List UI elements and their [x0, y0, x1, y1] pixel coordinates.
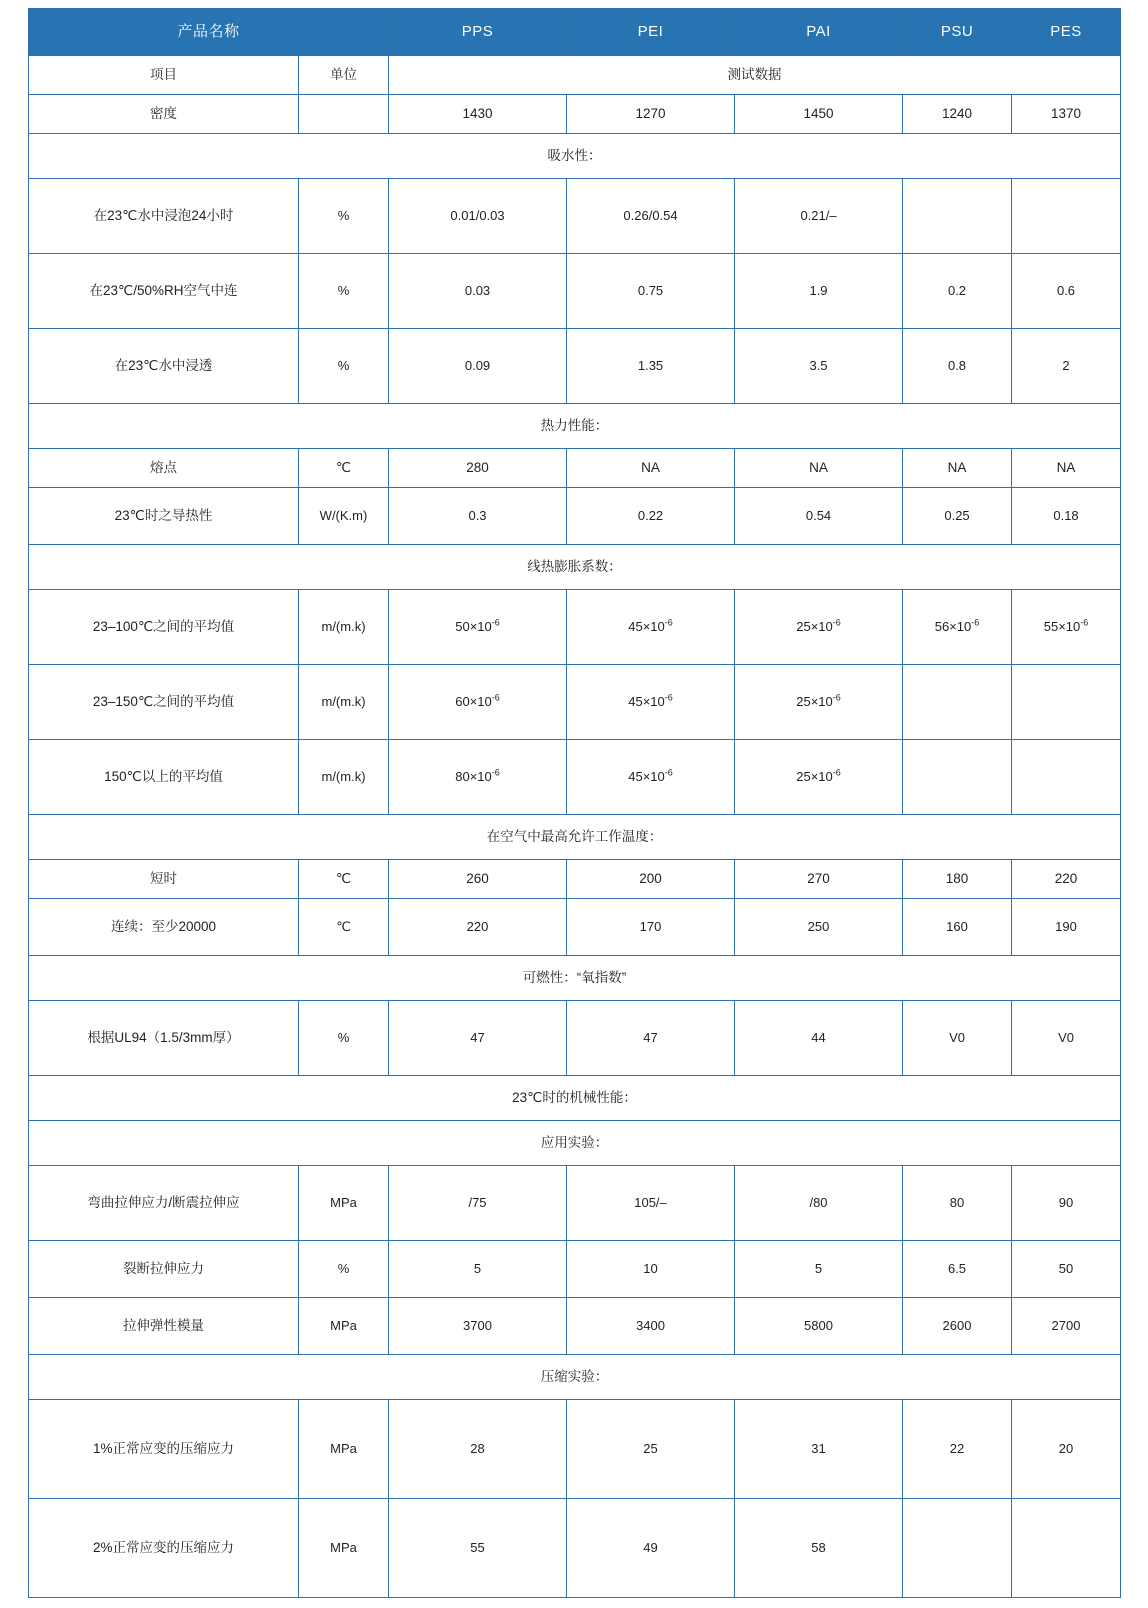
- cell-pei: 49: [567, 1499, 735, 1598]
- section-row: [29, 404, 1121, 449]
- cell-psu: 22: [903, 1400, 1012, 1499]
- row-unit: ℃: [299, 449, 389, 488]
- table-row: [29, 488, 1121, 545]
- row-property-name: 23–100℃之间的平均值: [29, 590, 299, 665]
- cell-pei: $45\times 10^{-6}$: [567, 590, 735, 665]
- subheader-testdata: 测试数据: [389, 56, 1121, 95]
- row-property-name: 裂断拉伸应力: [29, 1241, 299, 1298]
- cell-pai: 0.54: [735, 488, 903, 545]
- cell-pps: 0.03: [389, 254, 567, 329]
- table-row: [29, 590, 1121, 665]
- row-unit: m/(m.k): [299, 740, 389, 815]
- section-label: 应用实验：: [29, 1121, 1121, 1166]
- row-unit: MPa: [299, 1400, 389, 1499]
- cell-pei: 1.35: [567, 329, 735, 404]
- row-property-name: 弯曲拉伸应力/断震拉伸应: [29, 1166, 299, 1241]
- cell-pes: NA: [1012, 449, 1121, 488]
- cell-pps: 5: [389, 1241, 567, 1298]
- table-row: [29, 95, 1121, 134]
- cell-pei: 10: [567, 1241, 735, 1298]
- table-row: [29, 1166, 1121, 1241]
- cell-pei: 47: [567, 1001, 735, 1076]
- material-properties-table: [28, 8, 1121, 1598]
- cell-pai: 3.5: [735, 329, 903, 404]
- section-label: 23℃时的机械性能：: [29, 1076, 1121, 1121]
- header-product-name: 产品名称: [29, 9, 389, 56]
- cell-psu: [903, 1499, 1012, 1598]
- cell-pai: 250: [735, 899, 903, 956]
- cell-pai: 0.21/–: [735, 179, 903, 254]
- cell-pps: 3700: [389, 1298, 567, 1355]
- section-row: [29, 1076, 1121, 1121]
- header-psu: PSU: [903, 9, 1012, 56]
- table-row: [29, 1499, 1121, 1598]
- cell-pes: [1012, 665, 1121, 740]
- cell-psu: V0: [903, 1001, 1012, 1076]
- cell-psu: 2600: [903, 1298, 1012, 1355]
- table-row: [29, 860, 1121, 899]
- cell-pes: 50: [1012, 1241, 1121, 1298]
- row-unit: %: [299, 179, 389, 254]
- cell-pei: 0.22: [567, 488, 735, 545]
- table-row: [29, 1241, 1121, 1298]
- cell-pai: 5: [735, 1241, 903, 1298]
- section-label: 在空气中最高允许工作温度：: [29, 815, 1121, 860]
- table-row: [29, 1001, 1121, 1076]
- table-row: [29, 179, 1121, 254]
- cell-pps: /75: [389, 1166, 567, 1241]
- section-row: [29, 815, 1121, 860]
- cell-pei: 25: [567, 1400, 735, 1499]
- row-property-name: 在23℃水中浸泡24小时: [29, 179, 299, 254]
- cell-pes: 190: [1012, 899, 1121, 956]
- cell-pei: 170: [567, 899, 735, 956]
- section-row: [29, 1121, 1121, 1166]
- cell-pes: 0.6: [1012, 254, 1121, 329]
- table-row: [29, 254, 1121, 329]
- row-unit: %: [299, 329, 389, 404]
- table-row: [29, 740, 1121, 815]
- cell-pai: $25\times 10^{-6}$: [735, 740, 903, 815]
- section-row: [29, 545, 1121, 590]
- cell-pps: 280: [389, 449, 567, 488]
- row-unit: %: [299, 254, 389, 329]
- cell-pes: 2: [1012, 329, 1121, 404]
- section-label: 热力性能：: [29, 404, 1121, 449]
- row-unit: %: [299, 1241, 389, 1298]
- row-property-name: 在23℃/50%RH空气中连: [29, 254, 299, 329]
- subheader-item: 项目: [29, 56, 299, 95]
- header-pei: PEI: [567, 9, 735, 56]
- section-label: 可燃性：“氧指数”: [29, 956, 1121, 1001]
- cell-pps: $80\times 10^{-6}$: [389, 740, 567, 815]
- table-header: [29, 9, 1121, 95]
- row-property-name: 熔点: [29, 449, 299, 488]
- header-pps: PPS: [389, 9, 567, 56]
- cell-pps: 260: [389, 860, 567, 899]
- cell-pai: NA: [735, 449, 903, 488]
- cell-pps: $50\times 10^{-6}$: [389, 590, 567, 665]
- header-row: [29, 9, 1121, 56]
- section-row: [29, 1355, 1121, 1400]
- row-property-name: 短时: [29, 860, 299, 899]
- row-property-name: 密度: [29, 95, 299, 134]
- row-property-name: 拉伸弹性模量: [29, 1298, 299, 1355]
- cell-pps: 47: [389, 1001, 567, 1076]
- cell-psu: 0.8: [903, 329, 1012, 404]
- row-unit: ℃: [299, 860, 389, 899]
- row-property-name: 150℃以上的平均值: [29, 740, 299, 815]
- row-unit: %: [299, 1001, 389, 1076]
- cell-psu: NA: [903, 449, 1012, 488]
- row-property-name: 1%正常应变的压缩应力: [29, 1400, 299, 1499]
- cell-pps: 0.3: [389, 488, 567, 545]
- cell-pes: [1012, 740, 1121, 815]
- section-row: [29, 956, 1121, 1001]
- cell-pai: 58: [735, 1499, 903, 1598]
- cell-pai: 1450: [735, 95, 903, 134]
- cell-pes: 220: [1012, 860, 1121, 899]
- cell-pps: 0.09: [389, 329, 567, 404]
- cell-pei: $45\times 10^{-6}$: [567, 665, 735, 740]
- cell-psu: [903, 179, 1012, 254]
- row-property-name: 连续：至少20000: [29, 899, 299, 956]
- cell-pps: 55: [389, 1499, 567, 1598]
- cell-pei: 0.26/0.54: [567, 179, 735, 254]
- table-row: [29, 329, 1121, 404]
- cell-pai: $25\times 10^{-6}$: [735, 590, 903, 665]
- cell-pei: $45\times 10^{-6}$: [567, 740, 735, 815]
- cell-psu: 6.5: [903, 1241, 1012, 1298]
- row-property-name: 23℃时之导热性: [29, 488, 299, 545]
- row-property-name: 23–150℃之间的平均值: [29, 665, 299, 740]
- table-row: [29, 899, 1121, 956]
- cell-pei: NA: [567, 449, 735, 488]
- cell-psu: 1240: [903, 95, 1012, 134]
- row-unit: ℃: [299, 899, 389, 956]
- header-pai: PAI: [735, 9, 903, 56]
- cell-psu: 0.25: [903, 488, 1012, 545]
- table-row: [29, 665, 1121, 740]
- cell-pei: 1270: [567, 95, 735, 134]
- table-row: [29, 449, 1121, 488]
- cell-psu: 0.2: [903, 254, 1012, 329]
- cell-pes: $55\times 10^{-6}$: [1012, 590, 1121, 665]
- section-label: 吸水性：: [29, 134, 1121, 179]
- table-row: [29, 1400, 1121, 1499]
- header-pes: PES: [1012, 9, 1121, 56]
- row-unit: MPa: [299, 1298, 389, 1355]
- cell-psu: 80: [903, 1166, 1012, 1241]
- subheader-unit: 单位: [299, 56, 389, 95]
- cell-psu: 160: [903, 899, 1012, 956]
- row-unit: MPa: [299, 1499, 389, 1598]
- cell-pes: 20: [1012, 1400, 1121, 1499]
- row-property-name: 2%正常应变的压缩应力: [29, 1499, 299, 1598]
- cell-pes: 1370: [1012, 95, 1121, 134]
- cell-pai: 270: [735, 860, 903, 899]
- cell-psu: $56\times 10^{-6}$: [903, 590, 1012, 665]
- table-body: [29, 95, 1121, 1598]
- section-row: [29, 134, 1121, 179]
- cell-pei: 105/–: [567, 1166, 735, 1241]
- cell-pps: $60\times 10^{-6}$: [389, 665, 567, 740]
- cell-pai: 44: [735, 1001, 903, 1076]
- row-unit: MPa: [299, 1166, 389, 1241]
- row-unit: m/(m.k): [299, 665, 389, 740]
- cell-pps: 1430: [389, 95, 567, 134]
- row-property-name: 在23℃水中浸透: [29, 329, 299, 404]
- cell-pei: 200: [567, 860, 735, 899]
- row-unit: m/(m.k): [299, 590, 389, 665]
- section-label: 压缩实验：: [29, 1355, 1121, 1400]
- section-label: 线热膨胀系数：: [29, 545, 1121, 590]
- cell-pps: 28: [389, 1400, 567, 1499]
- subheader-row: [29, 56, 1121, 95]
- cell-pai: 1.9: [735, 254, 903, 329]
- cell-pps: 220: [389, 899, 567, 956]
- cell-pes: [1012, 1499, 1121, 1598]
- cell-pes: [1012, 179, 1121, 254]
- row-property-name: 根据UL94（1.5/3mm厚）: [29, 1001, 299, 1076]
- cell-pai: 31: [735, 1400, 903, 1499]
- cell-pps: 0.01/0.03: [389, 179, 567, 254]
- cell-psu: [903, 665, 1012, 740]
- cell-pei: 3400: [567, 1298, 735, 1355]
- cell-psu: [903, 740, 1012, 815]
- row-unit: W/(K.m): [299, 488, 389, 545]
- cell-pes: 0.18: [1012, 488, 1121, 545]
- cell-pes: 2700: [1012, 1298, 1121, 1355]
- row-unit: [299, 95, 389, 134]
- cell-pai: /80: [735, 1166, 903, 1241]
- cell-pes: V0: [1012, 1001, 1121, 1076]
- cell-pai: 5800: [735, 1298, 903, 1355]
- cell-pei: 0.75: [567, 254, 735, 329]
- table-row: [29, 1298, 1121, 1355]
- cell-pai: $25\times 10^{-6}$: [735, 665, 903, 740]
- cell-psu: 180: [903, 860, 1012, 899]
- cell-pes: 90: [1012, 1166, 1121, 1241]
